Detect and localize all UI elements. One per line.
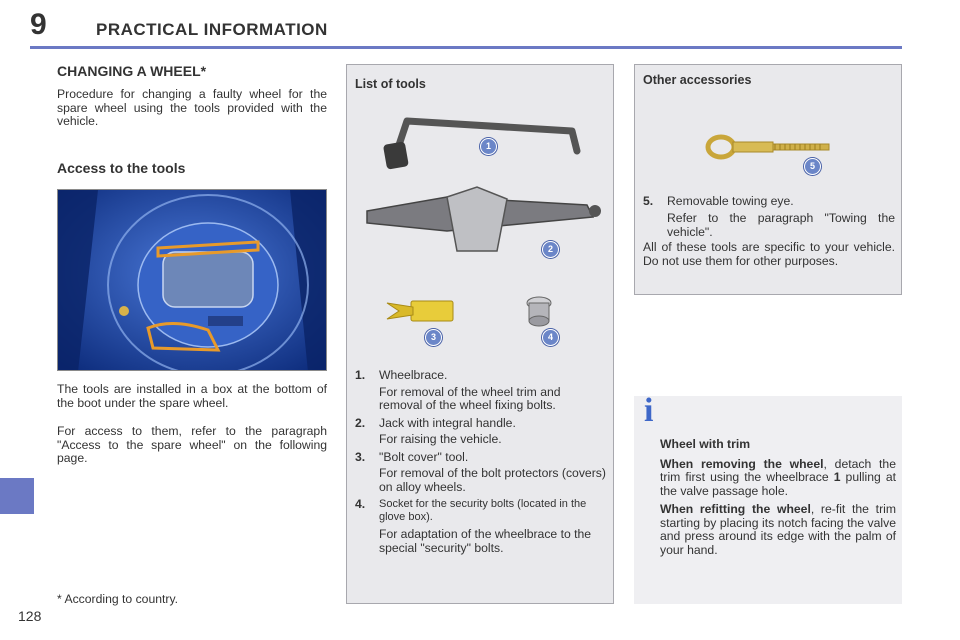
intro-text: Procedure for changing a faulty wheel for the spare wheel using the tools provided with the vehicle.	[57, 87, 327, 128]
info-refitting-text: When refitting the wheel, re-fit the trim starting by placing its notch facing the valve and press around its edge with the palm of your hand.	[660, 502, 896, 557]
tools-panel-title: List of tools	[355, 77, 426, 91]
boot-tool-box-photo	[57, 189, 327, 371]
info-content	[660, 438, 896, 557]
tool-item-desc: For removal of the bolt protectors (covers) on alloy wheels.	[379, 466, 606, 494]
callout-badge-3: 3	[425, 329, 442, 346]
info-icon: i	[644, 392, 654, 429]
accessories-note: All of these tools are specific to your vehicle. Do not use them for other purposes.	[643, 240, 895, 268]
info-removing-text: When removing the wheel, detach the trim first using the wheelbrace 1 pulling at the valve passage hole.	[660, 456, 897, 498]
tool-item-desc: For removal of the wheel trim and removal of the wheel fixing bolts.	[379, 384, 561, 412]
tool-item: 3. "Bolt cover" tool.	[355, 449, 469, 464]
callout-badge-5: 5	[804, 158, 821, 175]
subsection-title: Access to the tools	[57, 160, 186, 176]
tool-item-desc: For raising the vehicle.	[379, 432, 502, 446]
callout-badge-1: 1	[480, 138, 497, 155]
page-number: 128	[18, 608, 42, 624]
chapter-number: 9	[30, 8, 47, 41]
accessories-panel	[634, 64, 902, 295]
accessory-item: 5. Removable towing eye.	[643, 194, 794, 208]
callout-badge-4: 4	[542, 329, 559, 346]
access-reference-text: For access to them, refer to the paragraph "Access to the spare wheel" on the following page.	[57, 424, 327, 465]
info-title: Wheel with trim	[660, 437, 751, 451]
chapter-title: PRACTICAL INFORMATION	[96, 20, 328, 39]
tool-item-desc: For adaptation of the wheelbrace to the special "security" bolts.	[379, 527, 592, 555]
accessory-item-desc: Refer to the paragraph "Towing the vehicle".	[667, 211, 895, 239]
tool-item: 1. Wheelbrace.	[355, 368, 448, 382]
callout-badge-2: 2	[542, 241, 559, 258]
chapter-side-tab	[0, 478, 34, 514]
tools-list	[355, 369, 607, 555]
tool-item: 2. Jack with integral handle.	[355, 415, 516, 430]
header-rule	[30, 46, 902, 49]
footnote: * According to country.	[57, 592, 179, 606]
tools-illustration	[347, 101, 613, 351]
tools-location-text: The tools are installed in a box at the bottom of the boot under the spare wheel.	[57, 382, 327, 410]
accessories-panel-title: Other accessories	[643, 73, 752, 87]
section-title: CHANGING A WHEEL*	[57, 63, 207, 79]
boot-illustration	[58, 190, 327, 371]
info-panel	[634, 392, 902, 604]
tool-item: 4. Socket for the security bolts (located in the glove box).	[355, 497, 587, 523]
tools-panel	[346, 64, 614, 604]
